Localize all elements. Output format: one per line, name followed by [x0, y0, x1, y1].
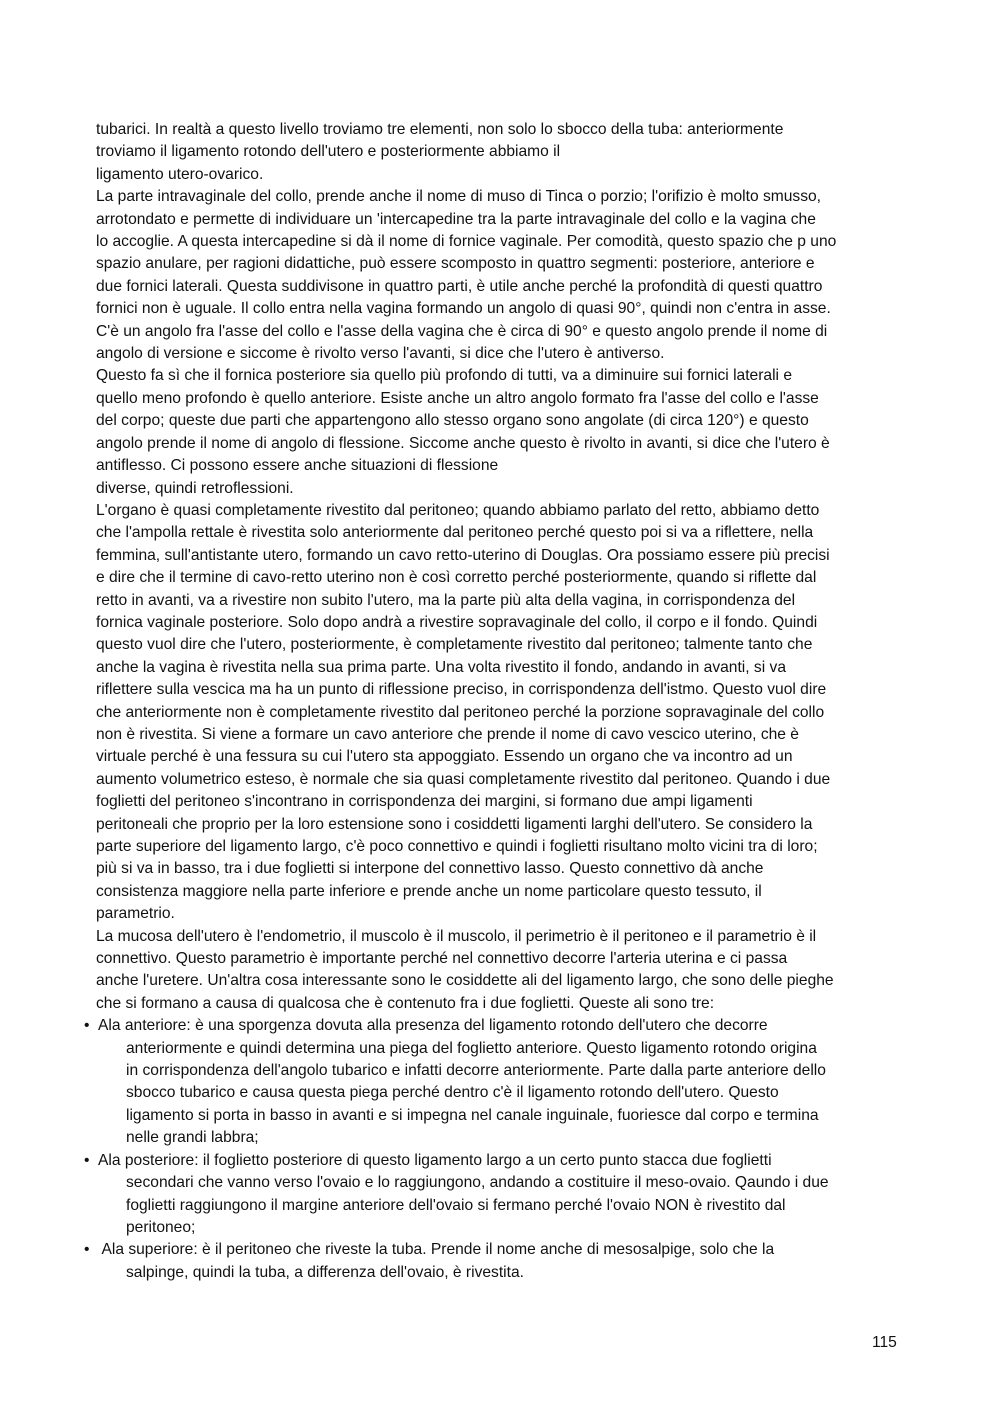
text-line: troviamo il ligamento rotondo dell'utero e posteriormente abbiamo il: [96, 143, 561, 161]
text-line: foglietti del peritoneo s'incontrano in corrispondenza dei margini, si formano due ampi ligamenti: [96, 793, 753, 811]
text-line: che l'ampolla rettale è rivestita solo anteriormente dal peritoneo perché questo poi si va a riflettere, nella: [96, 524, 814, 542]
bullet-icon: •: [84, 1017, 90, 1035]
text-line: ligamento utero-ovarico.: [96, 165, 264, 183]
paragraph: [96, 926, 908, 1016]
document-body: [84, 119, 908, 1284]
text-line: virtuale perché è una fessura su cui l'utero sta appoggiato. Essendo un organo che va incontro ad un: [96, 748, 793, 766]
text-line: diverse, quindi retroflessioni.: [96, 479, 294, 497]
text-line: lo accoglie. A questa intercapedine si dà il nome di fornice vaginale. Per comodità, questo spazio che p uno: [96, 233, 837, 251]
text-line: questo vuol dire che l'utero, posteriormente, è completamente rivestito dal peritoneo; talmente tanto che: [96, 636, 813, 654]
text-line: e dire che il termine di cavo-retto uterino non è così corretto perché posteriormente, quando si riflette dal: [96, 569, 817, 587]
bullet-text: Ala anteriore: è una sporgenza dovuta alla presenza del ligamento rotondo dell'utero che decorre: [98, 1017, 768, 1035]
text-line: parte superiore del ligamento largo, c'è poco connettivo e quindi i foglietti risultano molto vicini tra di loro;: [96, 838, 818, 855]
text-line: in corrispondenza dell'angolo tubarico e infatti decorre anteriormente. Parte dalla parte anteriore dello: [126, 1062, 826, 1080]
page-number: 115: [872, 1334, 897, 1351]
paragraph: [96, 500, 908, 926]
text-line: che anteriormente non è completamente rivestito dal peritoneo perché la porzione sopravaginale del collo: [96, 703, 825, 721]
bullet-item-ala-anteriore: [84, 1015, 908, 1149]
bullet-text: Ala posteriore: il foglietto posteriore di questo ligamento largo a un certo punto stacca due foglietti: [98, 1151, 772, 1169]
text-line: foglietti raggiungono il margine anteriore dell'ovaio si fermano perché l'ovaio NON è rivestito dal: [126, 1196, 786, 1214]
bullet-text: Ala superiore: è il peritoneo che riveste la tuba. Prende il nome anche di mesosalpige, solo che la: [98, 1241, 775, 1259]
text-line: non è rivestita. Si viene a formare un cavo anteriore che prende il nome di cavo vescico uterino, che è: [96, 725, 799, 743]
bullet-icon: •: [84, 1241, 90, 1259]
text-line: peritoneo;: [126, 1218, 196, 1236]
text-line: che si formano a causa di qualcosa che è contenuto fra i due foglietti. Queste ali sono tre:: [96, 994, 715, 1012]
text-line: spazio anulare, per ragioni didattiche, può essere scomposto in quattro segmenti: posteriore, anteriore e: [96, 255, 815, 273]
paragraph: [96, 365, 908, 499]
text-line: anche la vagina è rivestita nella sua prima parte. Una volta rivestito il fondo, andando in avanti, si va: [96, 658, 786, 676]
text-line: peritoneali che proprio per la loro estensione sono i cosiddetti ligamenti larghi dell'utero. Se considero la: [96, 815, 813, 833]
text-line: ligamento si porta in basso in avanti e si impegna nel canale inguinale, fuoriesce dal corpo e termina: [126, 1106, 819, 1124]
bullet-item-ala-posteriore: [84, 1150, 908, 1240]
text-line: nelle grandi labbra;: [126, 1129, 259, 1147]
text-line: anche l'uretere. Un'altra cosa interessante sono le cosiddette ali del ligamento largo, che sono delle pieghe: [96, 972, 834, 990]
text-line: La mucosa dell'utero è l'endometrio, il muscolo è il muscolo, il perimetrio è il peritoneo e il parametrio è il: [96, 927, 817, 945]
text-line: angolo prende il nome di angolo di flessione. Siccome anche questo è rivolto in avanti, si dice che l'utero è: [96, 434, 830, 452]
text-line: La parte intravaginale del collo, prende anche il nome di muso di Tinca o porzio; l'orifizio è molto smusso,: [96, 188, 822, 206]
paragraph: [96, 186, 908, 365]
text-line: Questo fa sì che il fornica posteriore sia quello più profondo di tutti, va a diminuire sui fornici laterali e: [96, 367, 793, 385]
bullet-icon: •: [84, 1151, 90, 1169]
bullet-first-line: [84, 1239, 908, 1261]
text-line: arrotondato e permette di individuare un 'intercapedine tra la parte intravaginale del collo e la vagina che: [96, 210, 816, 228]
bullet-item-ala-superiore: [84, 1239, 908, 1284]
text-line: C'è un angolo fra l'asse del collo e l'asse della vagina che è circa di 90° e questo angolo prende il nome di: [96, 322, 828, 340]
bullet-first-line: [84, 1150, 908, 1172]
text-line: L'organo è quasi completamente rivestito dal peritoneo; quando abbiamo parlato del retto, abbiamo detto: [96, 501, 820, 519]
text-line: angolo di versione e siccome è rivolto verso l'avanti, si dice che l'utero è antiverso.: [96, 345, 665, 363]
text-line: secondari che vanno verso l'ovaio e lo raggiungono, andando a costituire il meso-ovaio. Qaundo i due: [126, 1174, 829, 1192]
text-line: quello meno profondo è quello anteriore. Esiste anche un altro angolo formato fra l'asse del collo e l'asse: [96, 389, 819, 407]
text-line: anteriormente e quindi determina una piega del foglietto anteriore. Questo ligamento rotondo origina: [126, 1039, 817, 1057]
text-line: consistenza maggiore nella parte inferiore e prende anche un nome particolare questo tessuto, il: [96, 882, 762, 900]
text-line: aumento volumetrico esteso, è normale che sia quasi completamente rivestito dal peritoneo. Quando i due: [96, 770, 831, 788]
bullet-first-line: [84, 1015, 908, 1037]
text-line: antiflesso. Ci possono essere anche situazioni di flessione: [96, 457, 499, 475]
text-line: riflettere sulla vescica ma ha un punto di riflessione preciso, in corrispondenza dell'istmo. Questo vuol dire: [96, 681, 827, 699]
text-line: due fornici laterali. Questa suddivisone in quattro parti, è utile anche perché la profondità di questi quattro: [96, 277, 823, 295]
text-line: femmina, sull'antistante utero, formando un cavo retto-uterino di Douglas. Ora possiamo essere più precisi: [96, 546, 830, 564]
text-line: sbocco tubarico e causa questa piega perché dentro c'è il ligamento rotondo dell'utero. Questo: [126, 1084, 779, 1102]
paragraph: [96, 119, 908, 186]
text-line: connettivo. Questo parametrio è importante perché nel connettivo decorre l'arteria uterina e ci passa: [96, 950, 788, 968]
text-line: salpinge, quindi la tuba, a differenza dell'ovaio, è rivestita.: [126, 1263, 524, 1281]
text-line: fornica vaginale posteriore. Solo dopo andrà a rivestire sopravaginale del collo, il corpo e il fondo. Quindi: [96, 613, 818, 631]
text-line: retto in avanti, va a rivestire non subito l'utero, ma la parte più alta della vagina, in corrispondenza del: [96, 591, 796, 609]
text-line: parametrio.: [96, 905, 175, 923]
text-line: fornici non è uguale. Il collo entra nella vagina formando un angolo di quasi 90°, quindi non c'entra in asse.: [96, 300, 831, 318]
text-line: tubarici. In realtà a questo livello troviamo tre elementi, non solo lo sbocco della tuba: anteriormente: [96, 121, 784, 138]
text-line: del corpo; queste due parti che appartengono allo stesso organo sono angolate (di circa 120°) e questo: [96, 412, 809, 430]
text-line: più si va in basso, tra i due foglietti si interpone del connettivo lasso. Questo connettivo dà anche: [96, 860, 764, 878]
